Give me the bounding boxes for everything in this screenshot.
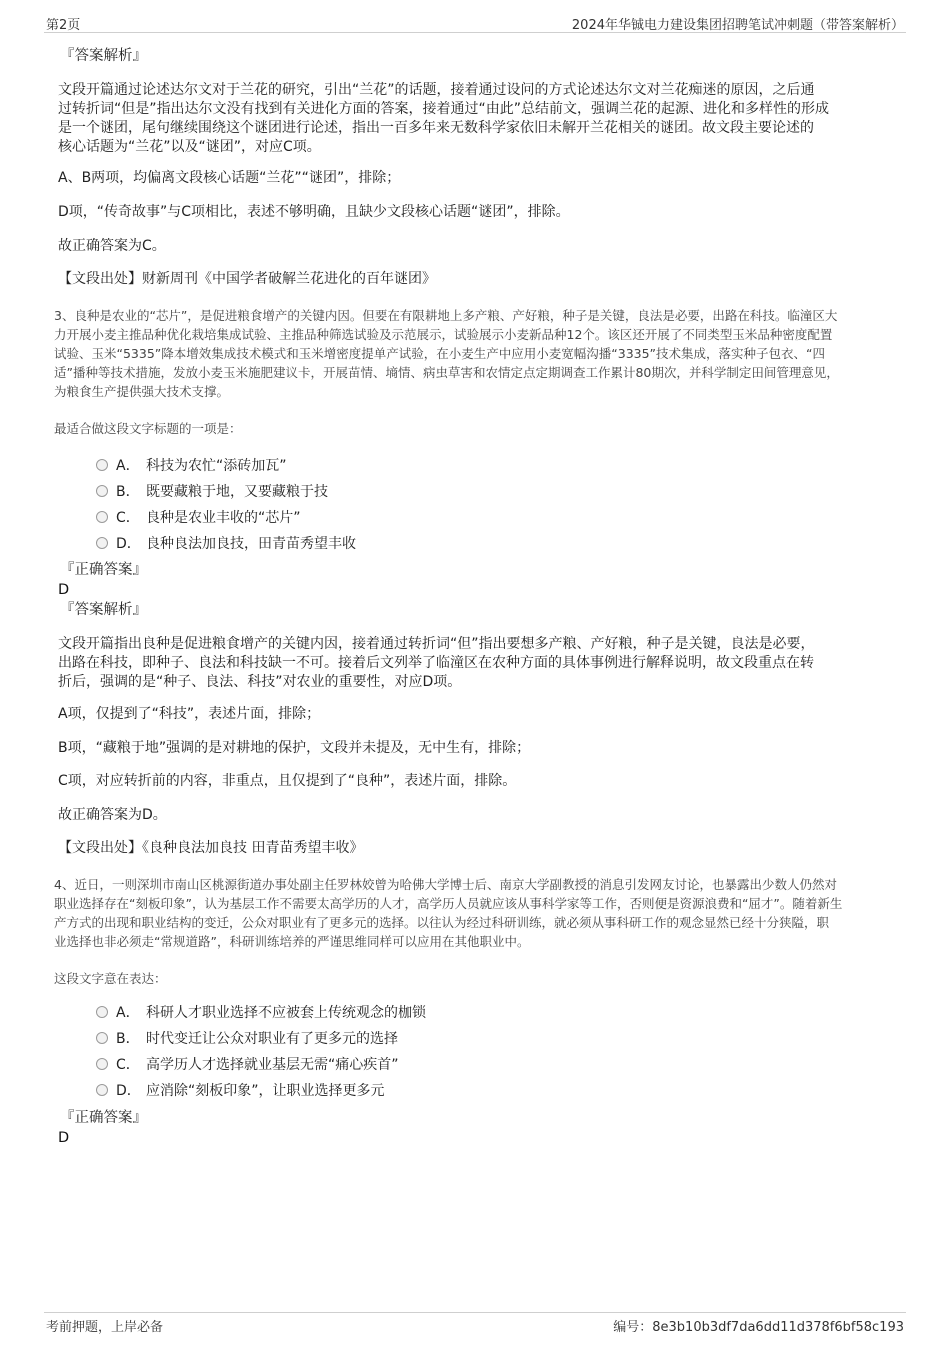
q3-stem-line: 为粮食生产提供强大技术支撑。 (54, 384, 230, 399)
q3-exclusion-c: C项，对应转折前的内容，非重点，且仅提到了“良种”，表述片面，排除。 (58, 773, 517, 789)
q3-option-a[interactable] (96, 456, 287, 476)
q3-source: 【文段出处】《良种良法加良技 田青苗秀望丰收》 (58, 840, 364, 856)
option-letter: D． (116, 1083, 141, 1099)
q4-option-d[interactable] (96, 1081, 385, 1101)
q4-answer: D (58, 1130, 70, 1146)
q4-stem-line: 产方式的出现和职业结构的变迁，公众对职业有了更多元的选择。以往认为经过科研训练，就必须从事科研工作的观念显然已经十分狭隘，职 (54, 915, 830, 930)
radio-icon[interactable] (96, 1032, 108, 1044)
q2-exclusion-d: D项，“传奇故事”与C项相比，表述不够明确，且缺少文段核心话题“谜团”，排除。 (58, 204, 570, 220)
option-text: 良种良法加良技，田青苗秀望丰收 (146, 536, 356, 552)
q2-analysis-line: 过转折词“但是”指出达尔文没有找到有关进化方面的答案，接着通过“由此”总结前文，强调兰花的起源、进化和多样性的形成 (58, 101, 830, 117)
radio-icon[interactable] (96, 1084, 108, 1096)
option-letter: B． (116, 1031, 140, 1047)
option-letter: C． (116, 1057, 140, 1073)
q4-option-b[interactable] (96, 1029, 398, 1049)
q3-exclusion-b: B项，“藏粮于地”强调的是对耕地的保护，文段并未提及，无中生有，排除； (58, 740, 531, 756)
q3-option-b[interactable] (96, 482, 328, 502)
document-title: 2024年华铖电力建设集团招聘笔试冲刺题（带答案解析） (571, 18, 904, 33)
q3-analysis-line: 文段开篇指出良种是促进粮食增产的关键内因，接着通过转折词“但”指出要想多产粮、产好粮，种子是关键，良法是必要， (58, 636, 815, 652)
q4-option-a[interactable] (96, 1003, 426, 1023)
page-number: 第2页 (46, 18, 81, 33)
option-letter: B． (116, 484, 140, 500)
option-text: 高学历人才选择就业基层无需“痛心疾首” (146, 1057, 399, 1073)
q4-option-c[interactable] (96, 1055, 399, 1075)
q3-option-d[interactable] (96, 534, 356, 554)
radio-icon[interactable] (96, 459, 108, 471)
q3-stem-line: 3、良种是农业的“芯片”，是促进粮食增产的关键内因。但要在有限耕地上多产粮、产好粮，种子是关键，良法是必要，出路在科技。临潼区大 (54, 308, 838, 323)
q3-exclusion-a: A项，仅提到了“科技”，表述片面，排除； (58, 706, 321, 722)
q3-answer: D (58, 582, 70, 598)
q3-analysis-line: 出路在科技，即种子、良法和科技缺一不可。接着后文列举了临潼区在农种方面的具体事例进行解释说明，故文段重点在转 (58, 655, 814, 671)
q3-stem-line: 试验、玉米“5335”降本增效集成技术模式和玉米增密度提单产试验，在小麦生产中应用小麦宽幅沟播“3335”技术集成，落实种子包衣、“四 (54, 346, 826, 361)
q3-analysis-line: 折后，强调的是“种子、良法、科技”对农业的重要性，对应D项。 (58, 674, 462, 690)
q4-prompt: 这段文字意在表达： (54, 971, 167, 986)
option-text: 良种是农业丰收的“芯片” (146, 510, 301, 526)
radio-icon[interactable] (96, 1058, 108, 1070)
page-header (44, 14, 906, 33)
radio-icon[interactable] (96, 511, 108, 523)
radio-icon[interactable] (96, 485, 108, 497)
option-letter: A． (116, 1005, 140, 1021)
option-letter: C． (116, 510, 140, 526)
q2-analysis-line: 核心话题为“兰花”以及“谜团”，对应C项。 (58, 139, 321, 155)
q3-prompt: 最适合做这段文字标题的一项是： (54, 421, 242, 436)
option-text: 科研人才职业选择不应被套上传统观念的枷锁 (146, 1005, 426, 1021)
q4-stem-line: 4、近日，一则深圳市南山区桃源街道办事处副主任罗林姣曾为哈佛大学博士后、南京大学副教授的消息引发网友讨论，也暴露出少数人仍然对 (54, 877, 837, 892)
footer-slogan: 考前押题，上岸必备 (46, 1320, 164, 1335)
option-text: 时代变迁让公众对职业有了更多元的选择 (146, 1031, 398, 1047)
q4-answer-label: 『正确答案』 (60, 1110, 147, 1126)
q2-source: 【文段出处】财新周刊《中国学者破解兰花进化的百年谜团》 (58, 271, 436, 287)
q2-conclusion: 故正确答案为C。 (58, 238, 166, 254)
option-letter: A． (116, 458, 140, 474)
q3-stem-line: 适”播种等技术措施，发放小麦玉米施肥建议卡，开展苗情、墒情、病虫草害和农情定点定期调查工作累计80期次，并科学制定田间管理意见， (54, 365, 839, 380)
q4-stem-line: 职业选择存在“刻板印象”，认为基层工作不需要太高学历的人才，高学历人员就应该从事科学家等工作，否则便是资源浪费和“屈才”。随着新生 (54, 896, 843, 911)
q3-answer-label: 『正确答案』 (60, 562, 147, 578)
radio-icon[interactable] (96, 1006, 108, 1018)
page-footer (44, 1312, 906, 1333)
document-code: 编号：8e3b10b3df7da6dd11d378f6bf58c193 (613, 1320, 904, 1335)
q2-analysis-line: 文段开篇通过论述达尔文对于兰花的研究，引出“兰花”的话题，接着通过设问的方式论述达尔文对兰花痴迷的原因，之后通 (58, 82, 815, 98)
q3-option-c[interactable] (96, 508, 301, 528)
q4-stem-line: 业选择也非必须走“常规道路”，科研训练培养的严谨思维同样可以应用在其他职业中。 (54, 934, 530, 949)
q3-conclusion: 故正确答案为D。 (58, 807, 167, 823)
option-text: 既要藏粮于地，又要藏粮于技 (146, 484, 328, 500)
q3-stem-line: 力开展小麦主推品种优化栽培集成试验、主推品种筛选试验及示范展示，试验展示小麦新品种12个。该区还开展了不同类型玉米品种密度配置 (54, 327, 833, 342)
q2-analysis-label: 『答案解析』 (60, 48, 147, 64)
q3-analysis-label: 『答案解析』 (60, 602, 147, 618)
q2-exclusion-ab: A、B两项，均偏离文段核心话题“兰花”“谜团”，排除； (58, 170, 401, 186)
option-text: 应消除“刻板印象”，让职业选择更多元 (146, 1083, 385, 1099)
option-text: 科技为农忙“添砖加瓦” (146, 458, 287, 474)
radio-icon[interactable] (96, 537, 108, 549)
option-letter: D． (116, 536, 141, 552)
q2-analysis-line: 是一个谜团，尾句继续围绕这个谜团进行论述，指出一百多年来无数科学家依旧未解开兰花相关的谜团。故文段主要论述的 (58, 120, 814, 136)
